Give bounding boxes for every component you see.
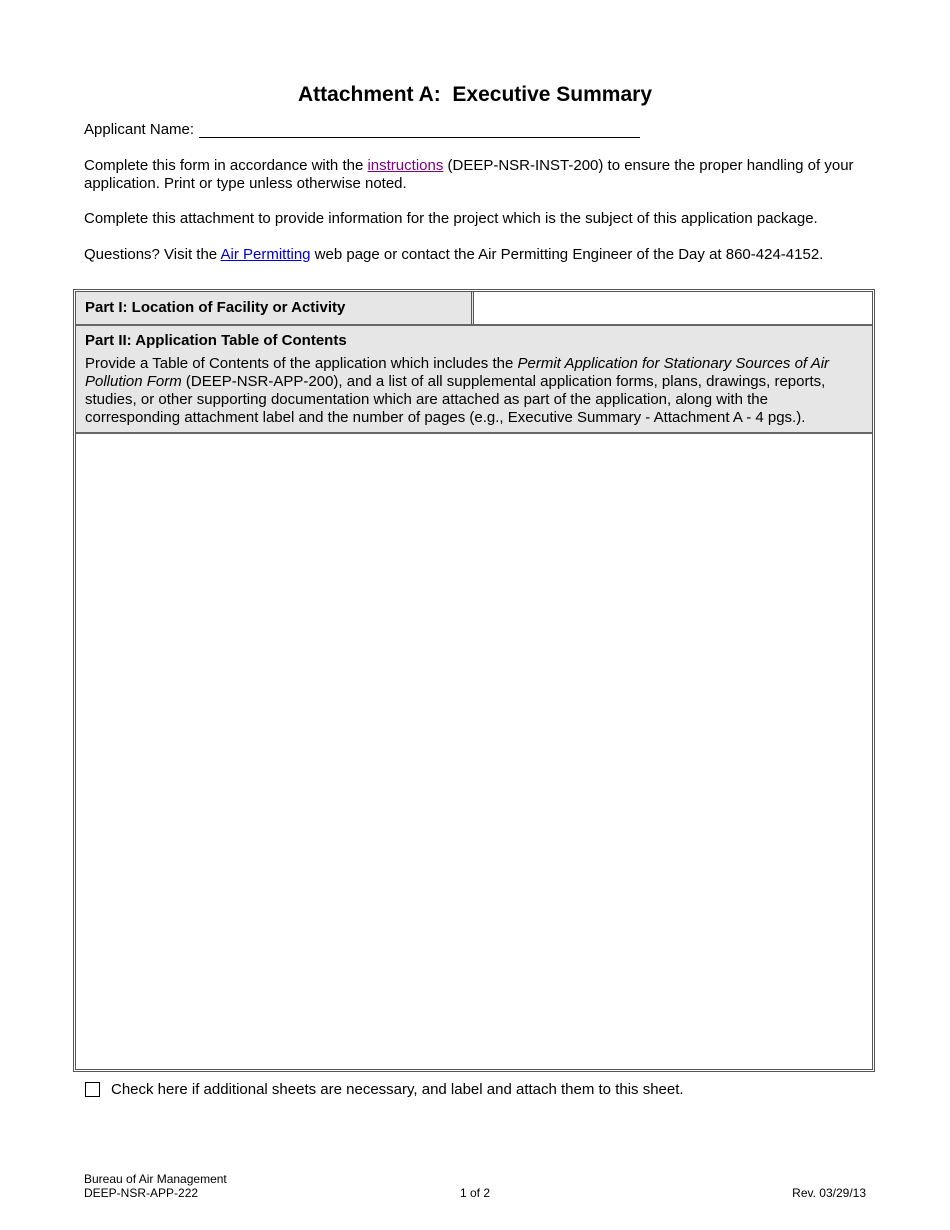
applicant-name-label: Applicant Name: [84, 121, 195, 138]
footer-bureau: Bureau of Air Management [84, 1172, 227, 1186]
intro-paragraph [84, 157, 874, 193]
part1-label-cell [76, 292, 474, 324]
table-of-contents-field[interactable] [76, 434, 872, 1069]
footer-page-number: 1 of 2 [459, 1186, 491, 1200]
form-table [73, 289, 875, 1072]
applicant-name-row [84, 121, 640, 138]
questions-text-before: Questions? Visit the [84, 246, 221, 263]
part2-form-name: Permit Application for Stationary Sources of Air Pollution Form [85, 355, 830, 390]
part1-row [76, 292, 872, 326]
intro-text-before: Complete this form in accordance with the [84, 157, 368, 174]
instructions-link[interactable]: instructions [367, 157, 444, 174]
part2-heading: Part II: Application Table of Contents [85, 332, 347, 349]
part1-location-field[interactable] [476, 292, 872, 324]
part2-header [76, 326, 872, 434]
additional-sheets-row [85, 1081, 684, 1098]
applicant-name-field[interactable] [199, 121, 640, 138]
additional-sheets-label: Check here if additional sheets are necessary, and label and attach them to this sheet. [111, 1081, 684, 1098]
part1-label: Part I: Location of Facility or Activity [85, 299, 346, 316]
part2-text-a: Provide a Table of Contents of the application which includes the [85, 355, 518, 372]
air-permitting-link[interactable]: Air Permitting [220, 246, 311, 263]
footer-form-number: DEEP-NSR-APP-222 [84, 1186, 199, 1200]
part2-description [85, 355, 863, 427]
footer-revision: Rev. 03/29/13 [792, 1186, 866, 1200]
questions-paragraph [84, 246, 874, 264]
part2-text-b: (DEEP-NSR-APP-200), and a list of all supplemental application forms, plans, drawings, reports, studies, or other supporting documentation which are attached as part of the application, along with the corresponding attachment label and the number of pages (e.g., Executive Summary - Attachment A - 4 pgs.). [85, 373, 826, 426]
additional-sheets-checkbox[interactable] [85, 1082, 100, 1097]
intro-text-after: (DEEP-NSR-INST-200) to ensure the proper handling of your application. Print or type unless otherwise noted. [84, 157, 854, 192]
page-title: Attachment A: Executive Summary [298, 83, 652, 106]
attachment-note: Complete this attachment to provide information for the project which is the subject of this application package. [84, 210, 818, 227]
questions-text-after: web page or contact the Air Permitting Engineer of the Day at 860-424-4152. [310, 246, 824, 263]
